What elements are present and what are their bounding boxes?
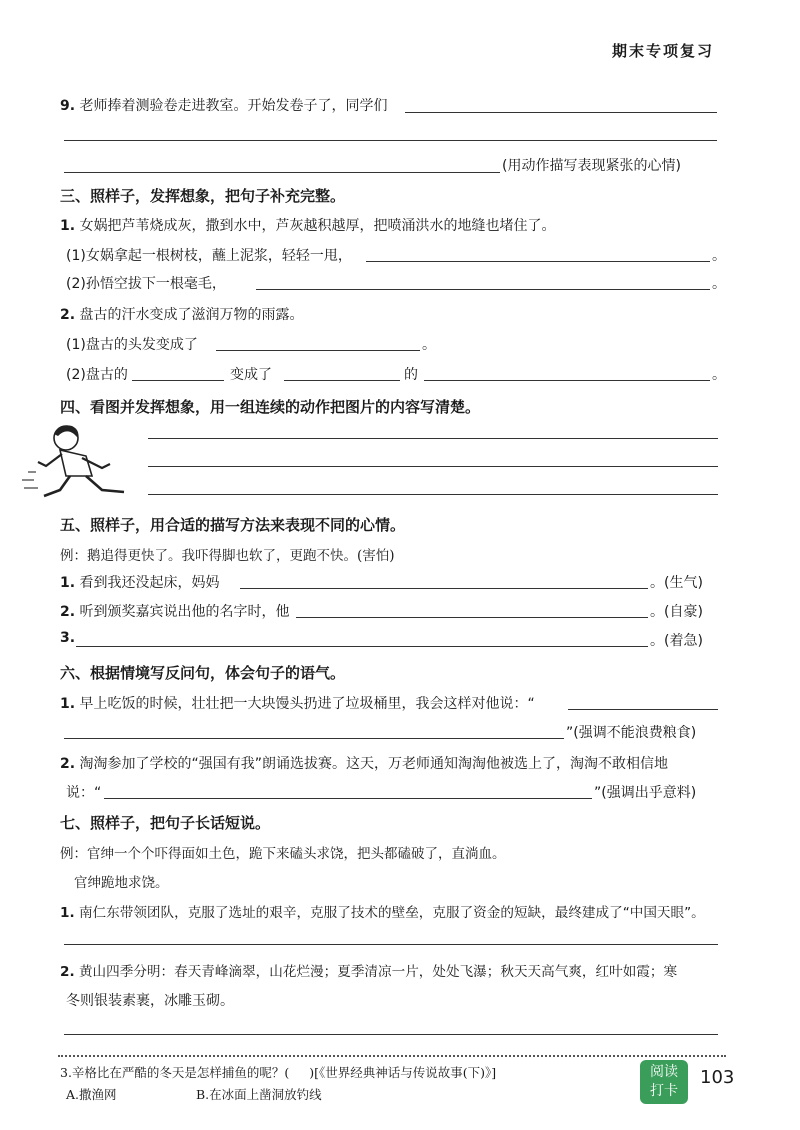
s3-q2-b-line-3[interactable] <box>424 380 710 381</box>
q9-answer-line-1[interactable] <box>405 112 717 113</box>
s6-q2-line1: 淘淘参加了学校的“强国有我”朗诵选拔赛。这天，万老师通知淘淘他被选上了，淘淘不敢相信地 <box>79 756 669 772</box>
s3-q2-b3: 的 <box>404 367 418 383</box>
s6-q1-line-1[interactable] <box>568 709 718 710</box>
s7-q1 <box>60 901 705 921</box>
page-number: 103 <box>700 1067 735 1088</box>
section-4-title: 四、看图并发挥想象，用一组连续的动作把图片的内容写清楚。 <box>60 398 481 416</box>
s3-q2-b-period: 。 <box>712 367 726 383</box>
s5-q1-number: 1. <box>60 575 76 591</box>
page-header-title: 期末专项复习 <box>611 42 714 60</box>
s3-q2-a-period: 。 <box>422 337 436 353</box>
s5-q3-number: 3. <box>60 630 76 646</box>
footer-question <box>60 1063 496 1081</box>
badge-line-1: 阅读 <box>650 1064 678 1080</box>
s6-q1-number: 1. <box>60 696 76 712</box>
running-boy-illustration <box>20 420 138 508</box>
s4-answer-line-3[interactable] <box>148 494 718 495</box>
s6-q2-line[interactable] <box>104 798 592 799</box>
s3-q1-b: (2)孙悟空拔下一根毫毛， <box>66 276 226 292</box>
s5-q3-tag: 。(着急) <box>650 633 703 649</box>
s5-q2 <box>60 601 290 621</box>
s7-example-1: 例：官绅一个个吓得面如土色，跪下来磕头求饶，把头都磕破了，直淌血。 <box>60 846 506 862</box>
s6-q2-start: 说：“ <box>66 785 102 801</box>
s6-q1-text: 早上吃饭的时候，壮壮把一大块馒头扔进了垃圾桶里，我会这样对他说：“ <box>79 696 535 712</box>
s3-q1-a-period: 。 <box>712 248 726 264</box>
s3-q2-b1: (2)盘古的 <box>66 367 128 383</box>
s5-q1-tag: 。(生气) <box>650 575 703 591</box>
s5-q2-text: 听到颁奖嘉宾说出他的名字时，他 <box>79 604 290 620</box>
s3-q1-b-line[interactable] <box>256 289 710 290</box>
s7-q1-line[interactable] <box>64 944 718 945</box>
s6-q1-line-2[interactable] <box>64 738 564 739</box>
s5-q2-line[interactable] <box>296 617 648 618</box>
badge-line-2: 打卡 <box>650 1083 678 1099</box>
footer-source: )[《世界经典神话与传说故事(下)》] <box>309 1065 497 1080</box>
s5-q1 <box>60 572 220 592</box>
s7-q2-line1: 黄山四季分明：春天青峰滴翠，山花烂漫；夏季清凉一片，处处飞瀑；秋天天高气爽，红叶如霞；寒 <box>78 964 678 980</box>
s3-q1-a-line[interactable] <box>366 261 710 262</box>
s6-q2-number: 2. <box>60 756 76 772</box>
footer-question-text: 3.辛格比在严酷的冬天是怎样捕鱼的呢？( <box>60 1065 290 1080</box>
s7-q2 <box>60 960 677 980</box>
s7-q2-line2: 冬则银装素裹，冰雕玉砌。 <box>66 993 234 1009</box>
s3-q2-b-line-1[interactable] <box>132 380 224 381</box>
footer-divider <box>58 1055 726 1057</box>
q9-answer-line-2[interactable] <box>64 140 717 141</box>
s3-q2-text: 盘古的汗水变成了滋润万物的雨露。 <box>79 307 304 323</box>
s5-q1-line[interactable] <box>240 588 648 589</box>
s7-example-2: 官绅跪地求饶。 <box>74 875 169 891</box>
s3-q2 <box>60 304 304 324</box>
s7-q1-number: 1. <box>60 905 75 921</box>
q9-text <box>60 95 388 115</box>
section-6-title: 六、根据情境写反问句，体会句子的语气。 <box>60 664 346 682</box>
s3-q2-a-line[interactable] <box>216 350 420 351</box>
s3-q1 <box>60 215 556 235</box>
s5-q2-tag: 。(自豪) <box>650 604 703 620</box>
s3-q2-a: (1)盘古的头发变成了 <box>66 337 198 353</box>
s3-q1-a: (1)女娲拿起一根树枝，蘸上泥浆，轻轻一甩， <box>66 248 352 264</box>
footer-option-a: A.撒渔网 <box>66 1087 117 1102</box>
s4-answer-line-1[interactable] <box>148 438 718 439</box>
q9-hint: (用动作描写表现紧张的心情) <box>502 158 681 174</box>
s3-q2-b-line-2[interactable] <box>284 380 400 381</box>
s3-q1-number: 1. <box>60 218 76 234</box>
s5-example: 例：鹅追得更快了。我吓得脚也软了，更跑不快。(害怕) <box>60 548 395 564</box>
s6-q1 <box>60 693 535 713</box>
s6-q2-end: ”(强调出乎意料) <box>594 785 697 801</box>
s3-q2-b2: 变成了 <box>230 367 272 383</box>
s3-q1-b-period: 。 <box>712 276 726 292</box>
s4-answer-line-2[interactable] <box>148 466 718 467</box>
s7-q2-number: 2. <box>60 964 75 980</box>
s3-q1-text: 女娲把芦苇烧成灰，撒到水中，芦灰越积越厚，把喷涌洪水的地缝也堵住了。 <box>79 218 556 234</box>
section-7-title: 七、照样子，把句子长话短说。 <box>60 814 271 832</box>
section-3-title: 三、照样子，发挥想象，把句子补充完整。 <box>60 187 346 205</box>
q9-answer-line-3[interactable] <box>64 172 500 173</box>
q9-prompt: 老师捧着测验卷走进教室。开始发卷子了，同学们 <box>79 98 388 114</box>
reading-checkin-badge[interactable] <box>640 1060 688 1104</box>
s7-q2-answer-line[interactable] <box>64 1034 718 1035</box>
s6-q1-end: ”(强调不能浪费粮食) <box>566 725 697 741</box>
s5-q1-text: 看到我还没起床，妈妈 <box>79 575 220 591</box>
s5-q2-number: 2. <box>60 604 76 620</box>
s6-q2 <box>60 753 668 773</box>
s7-q1-text: 南仁东带领团队，克服了选址的艰辛，克服了技术的壁垒，克服了资金的短缺，最终建成了“中国天眼”。 <box>78 905 705 921</box>
section-5-title: 五、照样子，用合适的描写方法来表现不同的心情。 <box>60 516 406 534</box>
q9-number: 9. <box>60 98 76 114</box>
s3-q2-number: 2. <box>60 307 76 323</box>
s5-q3-line[interactable] <box>76 646 648 647</box>
footer-option-b: B.在冰面上凿洞放钓线 <box>196 1087 322 1102</box>
